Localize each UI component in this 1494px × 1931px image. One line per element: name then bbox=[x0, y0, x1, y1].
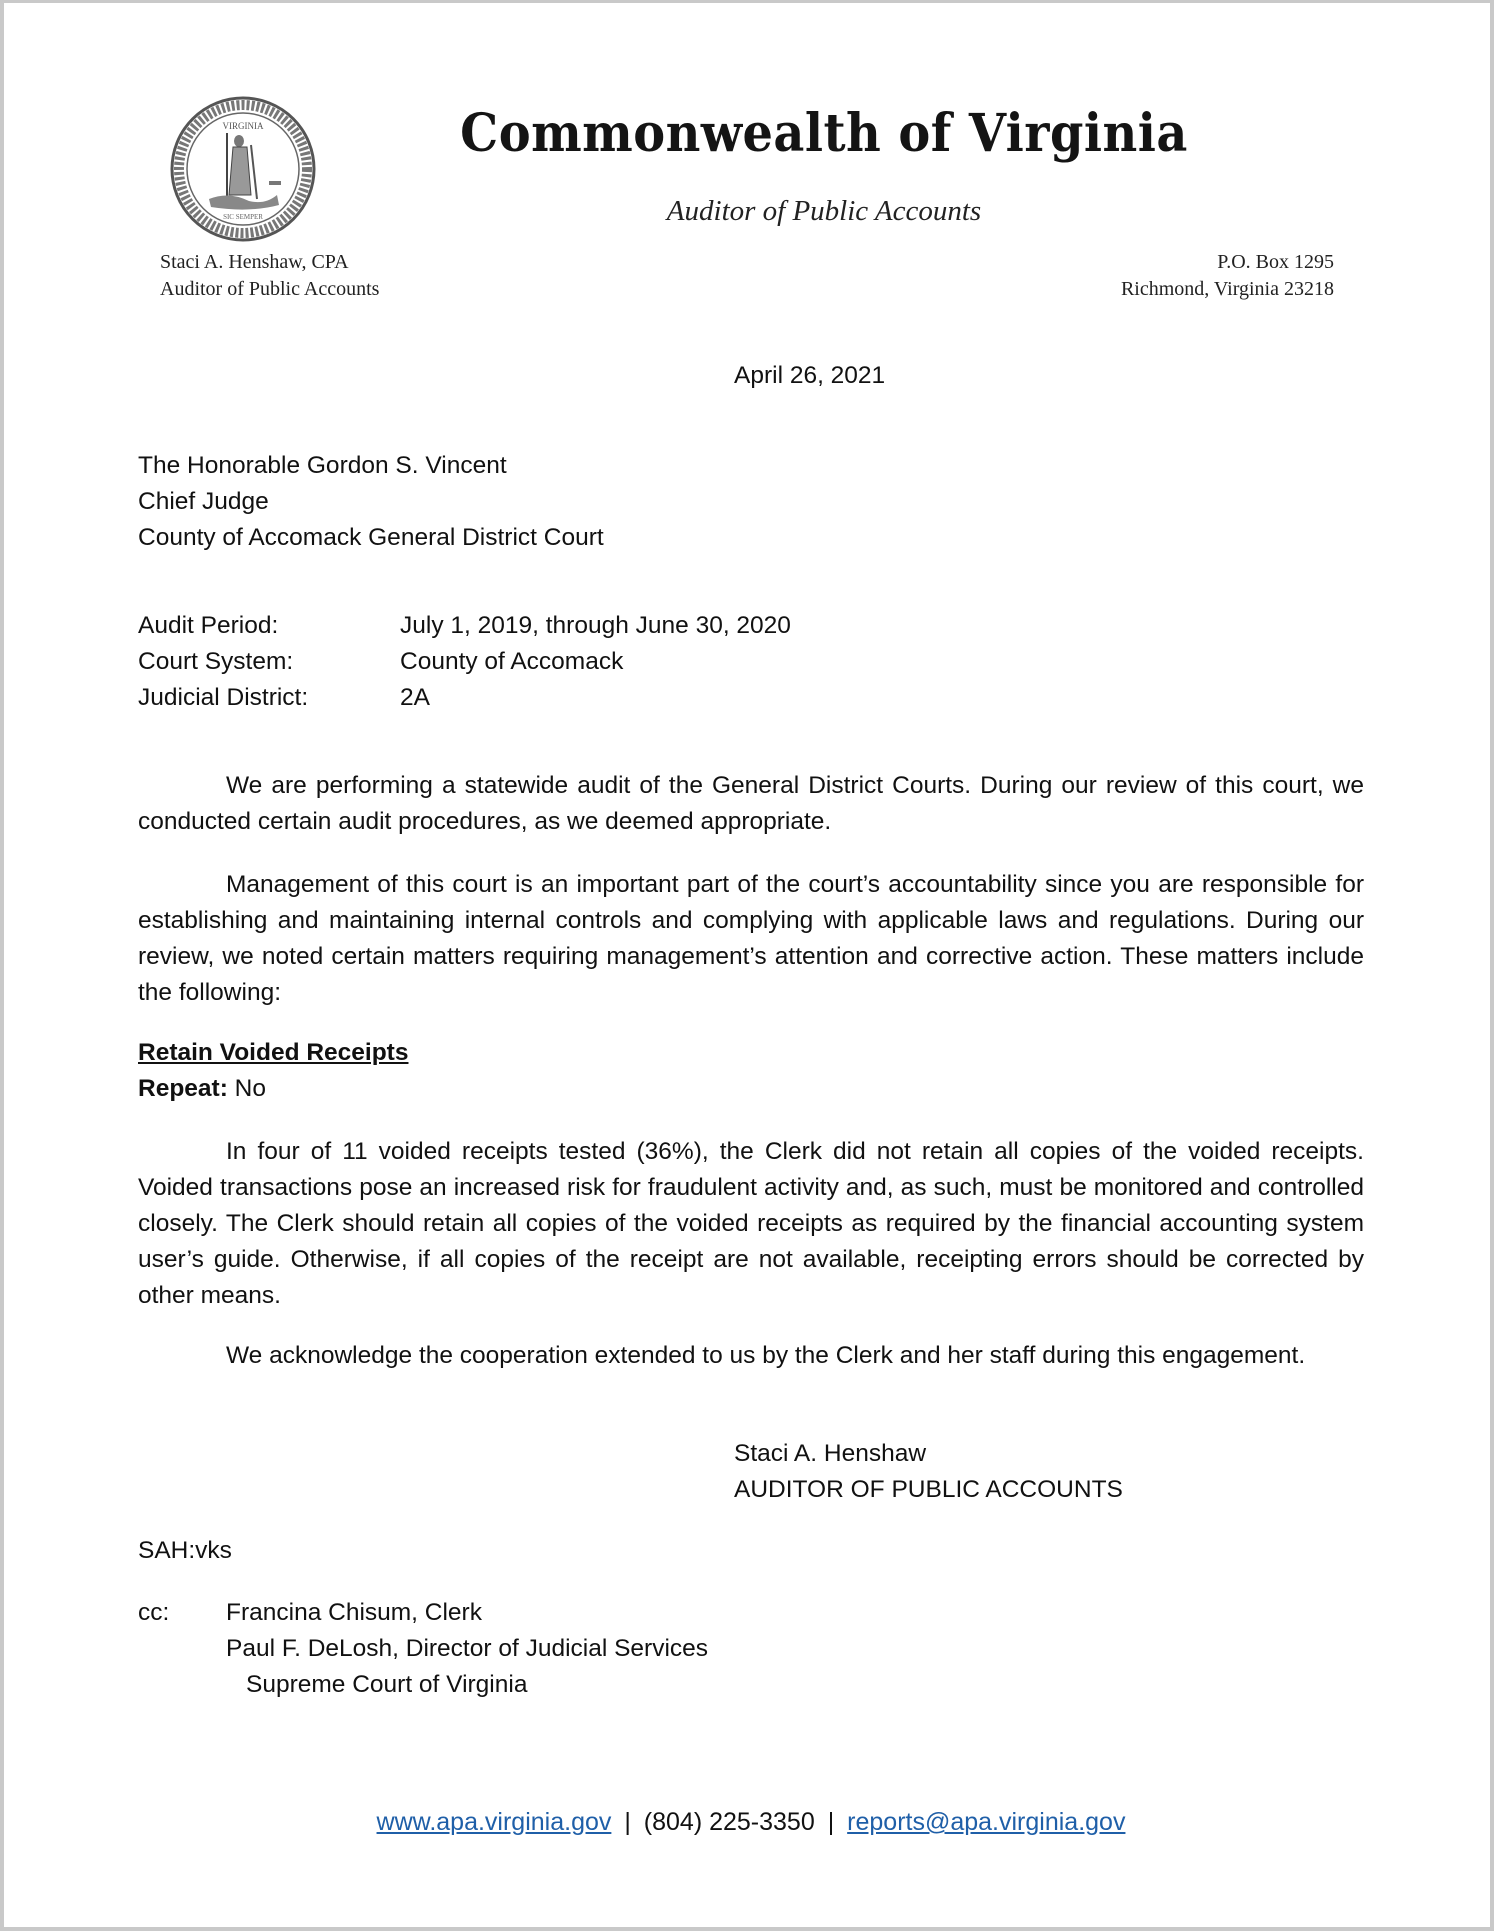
paragraph-management: Management of this court is an important part of the court’s accountability since you are responsible for establishing and maintaining internal controls and complying with applicable laws and regulations. During our review, we noted certain matters requiring management’s attention and corrective action. These matters include the following: bbox=[138, 871, 1364, 1006]
recipient-court: County of Accomack General District Court bbox=[138, 524, 604, 551]
letterhead-title: Commonwealth of Virginia bbox=[460, 103, 1188, 164]
signer-title: AUDITOR OF PUBLIC ACCOUNTS bbox=[734, 1476, 1123, 1503]
audit-meta bbox=[138, 608, 791, 716]
recipient-block bbox=[138, 448, 604, 556]
meta-value: July 1, 2019, through June 30, 2020 bbox=[400, 612, 791, 639]
cc-block bbox=[138, 1595, 708, 1703]
finding-title: Retain Voided Receipts bbox=[138, 1039, 409, 1066]
meta-label: Court System: bbox=[138, 648, 294, 675]
city-state-zip: Richmond, Virginia 23218 bbox=[1120, 278, 1334, 300]
cc-row bbox=[138, 1595, 708, 1631]
paragraph-acknowledgement: We acknowledge the cooperation extended to us by the Clerk and her staff during this engagement. bbox=[226, 1342, 1306, 1369]
auditor-address bbox=[160, 249, 379, 303]
finding-repeat bbox=[138, 1071, 266, 1107]
auditor-name: Staci A. Henshaw, CPA bbox=[160, 251, 349, 273]
meta-label: Judicial District: bbox=[138, 684, 309, 711]
repeat-label: Repeat: bbox=[138, 1075, 228, 1102]
meta-row-court-system bbox=[138, 644, 791, 680]
footer-separator: | bbox=[624, 1808, 631, 1836]
svg-text:VIRGINIA: VIRGINIA bbox=[222, 121, 264, 131]
cc-recipient: Francina Chisum, Clerk bbox=[226, 1599, 482, 1626]
meta-row-audit-period bbox=[138, 608, 791, 644]
meta-value: 2A bbox=[400, 684, 430, 711]
cc-recipient: Paul F. DeLosh, Director of Judicial Services bbox=[226, 1635, 709, 1662]
footer-separator: | bbox=[827, 1808, 835, 1836]
paragraph-intro: We are performing a statewide audit of the General District Courts. During our review of this court, we conducted certain audit procedures, as we deemed appropriate. bbox=[138, 772, 1364, 835]
auditor-title: Auditor of Public Accounts bbox=[160, 278, 380, 300]
letter-date: April 26, 2021 bbox=[734, 362, 886, 389]
cc-recipient-org: Supreme Court of Virginia bbox=[246, 1671, 528, 1698]
website-link[interactable]: www.apa.virginia.gov bbox=[376, 1808, 612, 1836]
meta-row-judicial-district bbox=[138, 680, 791, 716]
repeat-value: No bbox=[234, 1075, 266, 1102]
meta-value: County of Accomack bbox=[400, 648, 624, 675]
po-box: P.O. Box 1295 bbox=[1217, 251, 1334, 273]
paragraph-finding: In four of 11 voided receipts tested (36%), the Clerk did not retain all copies of the voided receipts. Voided transactions pose an increased risk for fraudulent activity and, as such, must be monitored and controlled closely. The Clerk should retain all copies of the voided receipts as required by the financial accounting system user’s guide. Otherwise, if all copies of the receipt are not available, receipting errors should be corrected by other means. bbox=[138, 1138, 1364, 1309]
footer-contact bbox=[4, 1808, 1494, 1837]
phone-number: (804) 225-3350 bbox=[643, 1808, 815, 1836]
virginia-seal-icon bbox=[169, 95, 317, 243]
recipient-name: The Honorable Gordon S. Vincent bbox=[138, 452, 507, 479]
signer-name: Staci A. Henshaw bbox=[734, 1440, 927, 1467]
svg-text:SIC SEMPER: SIC SEMPER bbox=[223, 213, 263, 221]
letterhead-subtitle: Auditor of Public Accounts bbox=[666, 195, 982, 227]
cc-label: cc: bbox=[138, 1599, 170, 1626]
cc-row bbox=[138, 1631, 708, 1667]
email-link[interactable]: reports@apa.virginia.gov bbox=[847, 1808, 1126, 1836]
reference-initials: SAH:vks bbox=[138, 1537, 232, 1564]
mailing-address bbox=[1121, 249, 1334, 303]
signature-block bbox=[734, 1436, 1123, 1508]
recipient-title: Chief Judge bbox=[138, 488, 269, 515]
meta-label: Audit Period: bbox=[138, 612, 279, 639]
